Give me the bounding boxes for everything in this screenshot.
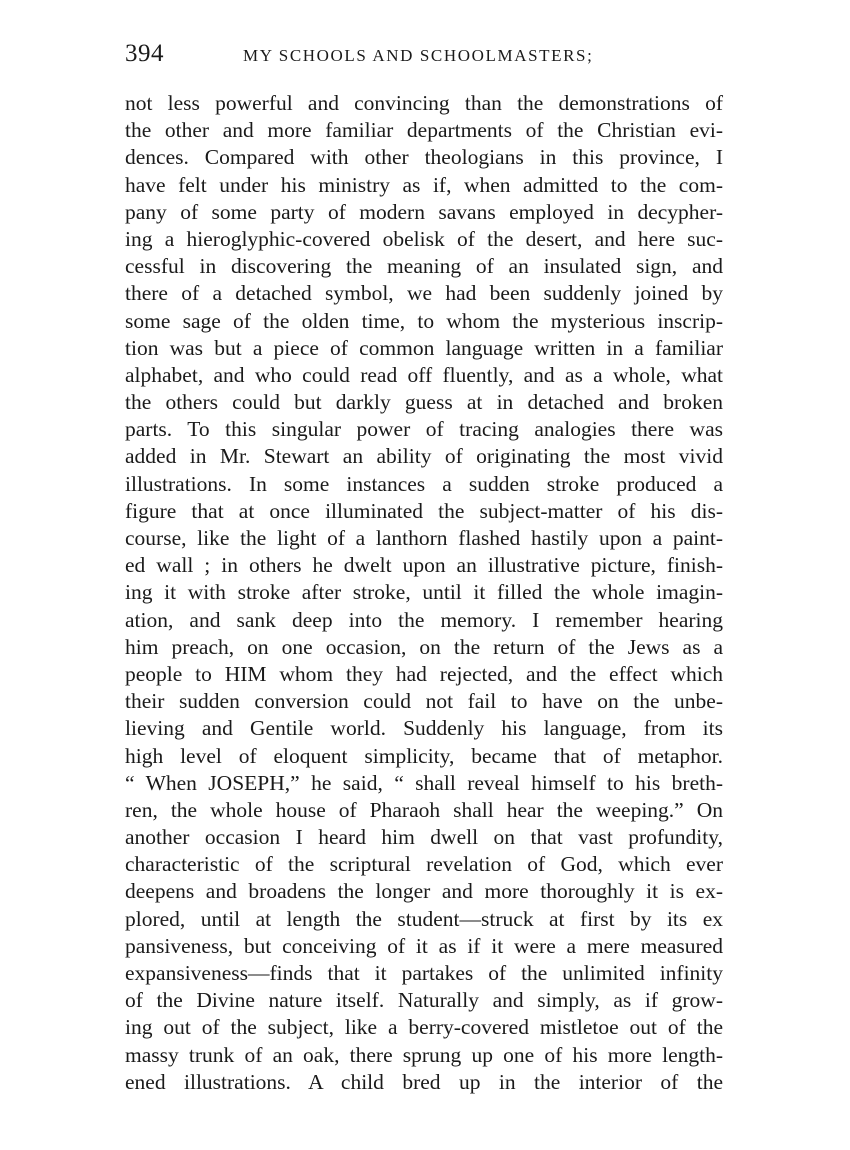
text-line: their sudden conversion could not fail to have on the unbe- xyxy=(125,689,723,714)
text-line: ing it with stroke after stroke, until it filled the whole imagin- xyxy=(125,580,723,605)
text-line: the other and more familiar departments of the Christian evi- xyxy=(125,118,723,143)
text-line: ed wall ; in others he dwelt upon an illustrative picture, finish- xyxy=(125,553,723,578)
text-line: “ When JOSEPH,” he said, “ shall reveal himself to his breth- xyxy=(125,770,723,795)
text-line: plored, until at length the student—struck at first by its ex xyxy=(125,906,723,931)
text-line: massy trunk of an oak, there sprung up one of his more length- xyxy=(125,1042,723,1067)
text-line: added in Mr. Stewart an ability of originating the most vivid xyxy=(125,444,723,469)
text-line: another occasion I heard him dwell on that vast profundity, xyxy=(125,825,723,850)
text-line: high level of eloquent simplicity, became that of metaphor. xyxy=(125,743,723,768)
text-line: tion was but a piece of common language written in a familiar xyxy=(125,335,723,360)
text-line: there of a detached symbol, we had been suddenly joined by xyxy=(125,281,723,306)
text-line: the others could but darkly guess at in detached and broken xyxy=(125,390,723,415)
running-head xyxy=(125,38,725,70)
page-number: 394 xyxy=(125,40,164,67)
running-title: MY SCHOOLS AND SCHOOLMASTERS; xyxy=(243,46,594,65)
text-line: not less powerful and convincing than the demonstrations of xyxy=(125,91,723,115)
text-line: ren, the whole house of Pharaoh shall hear the weeping.” On xyxy=(125,797,723,822)
text-line: illustrations. In some instances a sudden stroke produced a xyxy=(125,471,723,496)
text-line: alphabet, and who could read off fluently, and as a whole, what xyxy=(125,362,723,387)
text-line: pansiveness, but conceiving of it as if it were a mere measured xyxy=(125,933,723,958)
text-line: ened illustrations. A child bred up in the interior of the xyxy=(125,1069,723,1094)
text-line: ing out of the subject, like a berry-covered mistletoe out of the xyxy=(125,1015,723,1040)
text-line: have felt under his ministry as if, when admitted to the com- xyxy=(125,172,723,197)
text-line: ing a hieroglyphic-covered obelisk of the desert, and here suc- xyxy=(125,226,723,251)
text-line: pany of some party of modern savans employed in decypher- xyxy=(125,199,723,224)
text-line: of the Divine nature itself. Naturally and simply, as if grow- xyxy=(125,988,723,1013)
text-line: some sage of the olden time, to whom the mysterious inscrip- xyxy=(125,308,723,333)
text-line: course, like the light of a lanthorn flashed hastily upon a paint- xyxy=(125,526,723,550)
text-line: dences. Compared with other theologians in this province, I xyxy=(125,145,723,170)
text-line: parts. To this singular power of tracing analogies there was xyxy=(125,417,723,442)
text-line: deepens and broadens the longer and more thoroughly it is ex- xyxy=(125,879,723,904)
text-line: him preach, on one occasion, on the return of the Jews as a xyxy=(125,634,723,659)
text-line: characteristic of the scriptural revelation of God, which ever xyxy=(125,852,723,877)
body-text xyxy=(125,90,723,1096)
text-line: expansiveness—finds that it partakes of the unlimited infinity xyxy=(125,961,723,985)
text-line: cessful in discovering the meaning of an insulated sign, and xyxy=(125,254,723,279)
text-line: ation, and sank deep into the memory. I remember hearing xyxy=(125,607,723,632)
text-line: people to HIM whom they had rejected, and the effect which xyxy=(125,661,723,686)
text-line: lieving and Gentile world. Suddenly his language, from its xyxy=(125,716,723,741)
text-line: figure that at once illuminated the subject-matter of his dis- xyxy=(125,498,723,523)
